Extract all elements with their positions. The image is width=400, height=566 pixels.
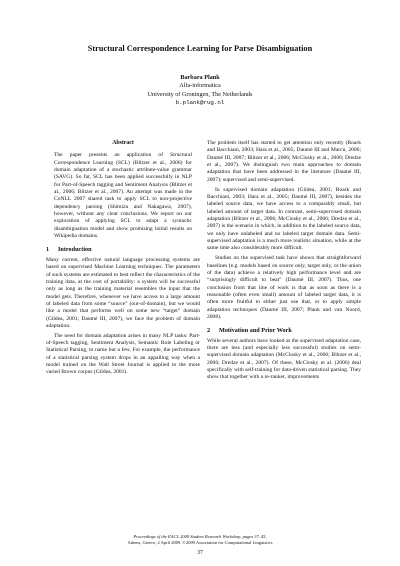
- page-footer: [60, 534, 340, 545]
- body-paragraph-3: Studies on the supervised task have shown that straightforward baselines (e.g. models based on source only, target only, or the union of the data) achieve a relatively high performance level and are “surprisingly difficult to beat” (Daumé III, 2007). Thus, one conclusion from that line of work is that as soon as there is a reasonable (often even small) amount of labeled target data, it is often more fruitful to either just use that, or to apply simple adaptation techniques (Daumé III, 2007; Plank and van Noord, 2008).: [207, 255, 361, 320]
- left-column: [46, 140, 200, 379]
- body-paragraph-2: In supervised domain adaptation (Gildea, 2001; Roark and Bacchiani, 2003; Hara et al., 2005; Daumé III, 2007), besides the labeled source data, we have access to a comparably small, but labeled amount of target data. In contrast, semi-supervised domain adaptation (Blitzer et al., 2006; McClosky et al., 2006; Dredze et al., 2007) is the scenario in which, in addition to the labeled source data, we only have unlabeled and no labeled target domain data. Semi-supervised adaptation is a much more realistic situation, while at the same time also considerably more difficult.: [207, 186, 361, 252]
- author-name: Barbara Plank: [180, 74, 220, 81]
- motivation-paragraph-1: While several authors have looked at the supervised adaptation case, there are less (and especially less successful) studies on semi-supervised domain adaptation (McClosky et al., 2006; Blitzer et al., 2006; Dredze et al., 2007). Of these, McClosky et al. (2006) deal specifically with self-training for data-driven statistical parsing. They show that together with a re-ranker, improvements: [207, 337, 361, 381]
- section-heading-introduction: [46, 246, 200, 253]
- section-heading-motivation: [207, 327, 361, 334]
- section-number: 2: [207, 327, 211, 335]
- page-number: 37: [197, 550, 203, 556]
- author-institution: University of Groningen, The Netherlands: [147, 90, 253, 98]
- footer-location: Athens, Greece, 2 April 2009. ©2009 Association for Computational Linguistics: [127, 539, 273, 545]
- body-paragraph-1: The problem itself has started to get attention only recently (Roark and Bacchiani, 2003; Hara et al., 2005; Daumé III and Marcu, 2006; Daumé III, 2007; Blitzer et al., 2006; McClosky et al., 2006; Dredze et al., 2007). We distinguish two main approaches to domain adaptation that have been addressed in the literature (Daumé III, 2007): supervised and semi-supervised.: [207, 140, 361, 183]
- abstract-heading: Abstract: [112, 140, 134, 146]
- footer-venue: Proceedings of the EACL 2009 Student Research Workshop, pages 37–45,: [133, 534, 267, 539]
- paper-title: Structural Correspondence Learning for Parse Disambiguation: [87, 44, 313, 53]
- right-column: [207, 140, 361, 384]
- intro-paragraph-2: The need for domain adaptation arises in many NLP tasks: Part-of-Speech tagging, Sentiment Analysis, Semantic Role Labeling or Statistical Parsing, to name but a few. For example, the performance of a statistical parsing system drops in an appalling way when a model trained on the Wall Street Journal is applied to the more varied Brown corpus (Gildea, 2001).: [46, 332, 200, 376]
- author-block: [100, 74, 300, 108]
- section-title: Motivation and Prior Work: [219, 327, 292, 335]
- abstract-text: The paper presents an application of Structural Correspondence Learning (SCL) (Blitzer et al., 2006) for domain adaptation of a stochastic attribute-value grammar (SAVG). So far, SCL has been applied successfully in NLP for Part-of-Speech tagging and Sentiment Analysis (Blitzer et al., 2006; Blitzer et al., 2007). An attempt was made in the CoNLL 2007 shared task to apply SCL to non-projective dependency parsing (Shimizu and Nakagawa, 2007), however, without any clear conclusions. We report on our exploration of applying SCL to adapt a syntactic disambiguation model and show promising initial results on Wikipedia domains.: [54, 152, 192, 240]
- author-affiliation: Alfa-informatica: [179, 82, 221, 90]
- section-number: 1: [46, 246, 50, 254]
- intro-paragraph-1: Many current, effective natural language processing systems are based on supervised Machine Learning techniques. The parameters of such systems are estimated to best reflect the characteristics of the training data, at the cost of portability: a system will be successful only as long as the training material resembles the input that the model gets. Therefore, whenever we have access to a large amount of labeled data from some “source” (out-of-domain), but we would like a model that performs well on some new “target” domain (Gildea, 2001; Daumé III, 2007), we face the problem of domain adaptation.: [46, 256, 200, 329]
- author-email: b.plank@rug.nl: [175, 99, 225, 107]
- section-title: Introduction: [58, 246, 92, 254]
